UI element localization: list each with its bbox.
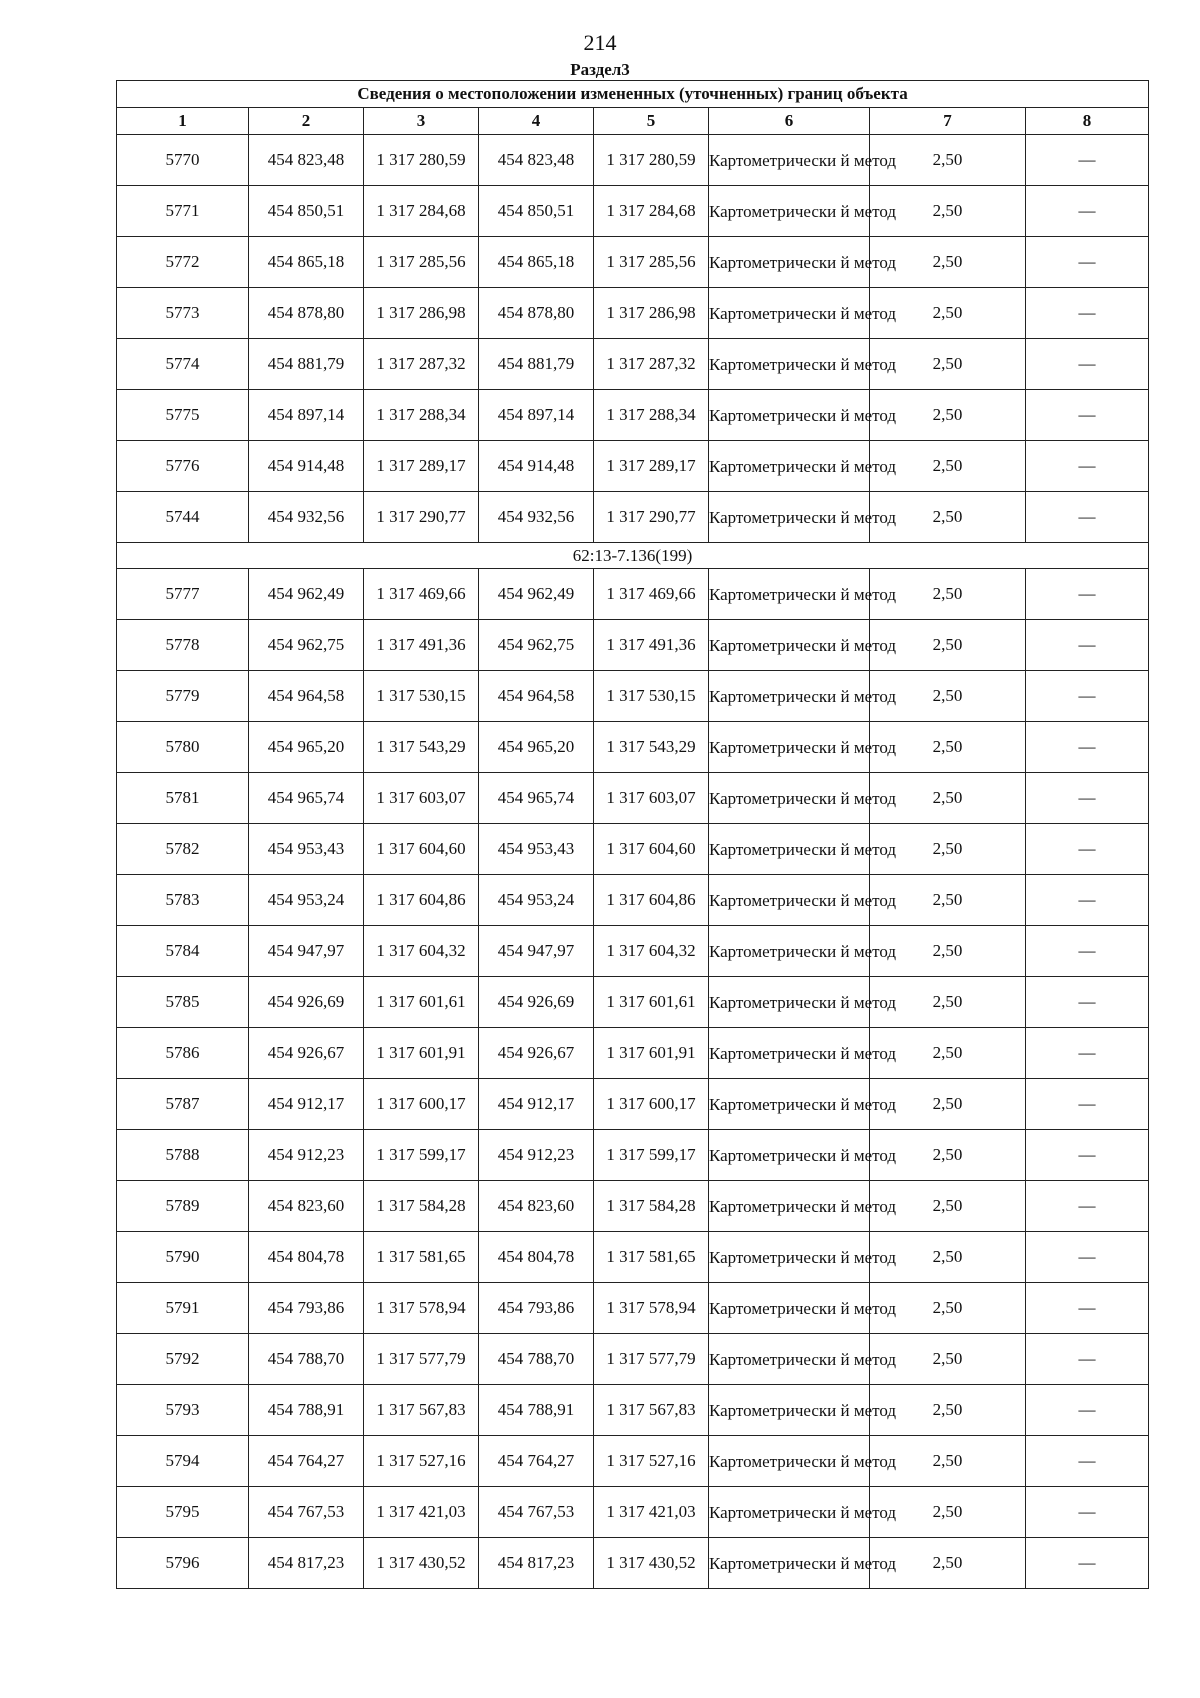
description-cell: — [1026, 237, 1149, 288]
table-caption: Сведения о местоположении измененных (уточненных) границ объекта [117, 81, 1149, 108]
accuracy-cell: 2,50 [870, 1487, 1026, 1538]
x-coordinate-new-cell: 454 850,51 [479, 186, 594, 237]
accuracy-cell: 2,50 [870, 1283, 1026, 1334]
y-coordinate-cell: 1 317 604,60 [364, 824, 479, 875]
x-coordinate-new-cell: 454 953,43 [479, 824, 594, 875]
description-cell: — [1026, 1283, 1149, 1334]
column-header: 4 [479, 108, 594, 135]
accuracy-cell: 2,50 [870, 620, 1026, 671]
y-coordinate-new-cell: 1 317 469,66 [594, 569, 709, 620]
accuracy-cell: 2,50 [870, 135, 1026, 186]
x-coordinate-new-cell: 454 965,74 [479, 773, 594, 824]
x-coordinate-cell: 454 912,23 [249, 1130, 364, 1181]
description-cell: — [1026, 1079, 1149, 1130]
point-number-cell: 5796 [117, 1538, 249, 1589]
y-coordinate-new-cell: 1 317 604,86 [594, 875, 709, 926]
y-coordinate-cell: 1 317 280,59 [364, 135, 479, 186]
x-coordinate-cell: 454 817,23 [249, 1538, 364, 1589]
accuracy-cell: 2,50 [870, 1028, 1026, 1079]
point-number-cell: 5781 [117, 773, 249, 824]
table-row [117, 1436, 1149, 1487]
point-number-cell: 5787 [117, 1079, 249, 1130]
x-coordinate-cell: 454 897,14 [249, 390, 364, 441]
description-cell: — [1026, 1436, 1149, 1487]
y-coordinate-new-cell: 1 317 599,17 [594, 1130, 709, 1181]
y-coordinate-cell: 1 317 604,86 [364, 875, 479, 926]
description-cell: — [1026, 492, 1149, 543]
x-coordinate-new-cell: 454 788,70 [479, 1334, 594, 1385]
determination-method-cell: Картометрически й метод [709, 1079, 870, 1130]
x-coordinate-cell: 454 953,24 [249, 875, 364, 926]
x-coordinate-new-cell: 454 817,23 [479, 1538, 594, 1589]
description-cell: — [1026, 569, 1149, 620]
y-coordinate-new-cell: 1 317 530,15 [594, 671, 709, 722]
x-coordinate-new-cell: 454 764,27 [479, 1436, 594, 1487]
description-cell: — [1026, 671, 1149, 722]
y-coordinate-cell: 1 317 284,68 [364, 186, 479, 237]
accuracy-cell: 2,50 [870, 339, 1026, 390]
accuracy-cell: 2,50 [870, 977, 1026, 1028]
x-coordinate-cell: 454 767,53 [249, 1487, 364, 1538]
table-row [117, 1232, 1149, 1283]
accuracy-cell: 2,50 [870, 1538, 1026, 1589]
x-coordinate-cell: 454 823,60 [249, 1181, 364, 1232]
determination-method-cell: Картометрически й метод [709, 390, 870, 441]
table-row [117, 1538, 1149, 1589]
x-coordinate-new-cell: 454 962,75 [479, 620, 594, 671]
determination-method-cell: Картометрически й метод [709, 492, 870, 543]
table-row [117, 620, 1149, 671]
x-coordinate-cell: 454 953,43 [249, 824, 364, 875]
description-cell: — [1026, 977, 1149, 1028]
point-number-cell: 5783 [117, 875, 249, 926]
point-number-cell: 5774 [117, 339, 249, 390]
table-row [117, 926, 1149, 977]
table-row [117, 1130, 1149, 1181]
point-number-cell: 5777 [117, 569, 249, 620]
x-coordinate-cell: 454 788,70 [249, 1334, 364, 1385]
y-coordinate-cell: 1 317 286,98 [364, 288, 479, 339]
description-cell: — [1026, 1232, 1149, 1283]
y-coordinate-new-cell: 1 317 603,07 [594, 773, 709, 824]
point-number-cell: 5776 [117, 441, 249, 492]
x-coordinate-new-cell: 454 953,24 [479, 875, 594, 926]
y-coordinate-cell: 1 317 600,17 [364, 1079, 479, 1130]
table-row [117, 237, 1149, 288]
section-title: Раздел3 [570, 60, 630, 79]
y-coordinate-cell: 1 317 290,77 [364, 492, 479, 543]
determination-method-cell: Картометрически й метод [709, 926, 870, 977]
determination-method-cell: Картометрически й метод [709, 186, 870, 237]
accuracy-cell: 2,50 [870, 1130, 1026, 1181]
description-cell: — [1026, 926, 1149, 977]
point-number-cell: 5795 [117, 1487, 249, 1538]
determination-method-cell: Картометрически й метод [709, 1130, 870, 1181]
y-coordinate-new-cell: 1 317 600,17 [594, 1079, 709, 1130]
accuracy-cell: 2,50 [870, 1232, 1026, 1283]
y-coordinate-new-cell: 1 317 284,68 [594, 186, 709, 237]
table-row [117, 441, 1149, 492]
table-row [117, 824, 1149, 875]
y-coordinate-new-cell: 1 317 543,29 [594, 722, 709, 773]
x-coordinate-cell: 454 962,49 [249, 569, 364, 620]
description-cell: — [1026, 620, 1149, 671]
x-coordinate-new-cell: 454 897,14 [479, 390, 594, 441]
point-number-cell: 5780 [117, 722, 249, 773]
x-coordinate-cell: 454 926,69 [249, 977, 364, 1028]
description-cell: — [1026, 288, 1149, 339]
column-header: 7 [870, 108, 1026, 135]
accuracy-cell: 2,50 [870, 1436, 1026, 1487]
determination-method-cell: Картометрически й метод [709, 237, 870, 288]
accuracy-cell: 2,50 [870, 237, 1026, 288]
y-coordinate-cell: 1 317 469,66 [364, 569, 479, 620]
table-row [117, 288, 1149, 339]
x-coordinate-new-cell: 454 767,53 [479, 1487, 594, 1538]
table-header-row [117, 108, 1149, 135]
x-coordinate-new-cell: 454 823,48 [479, 135, 594, 186]
description-cell: — [1026, 1130, 1149, 1181]
determination-method-cell: Картометрически й метод [709, 671, 870, 722]
y-coordinate-cell: 1 317 581,65 [364, 1232, 479, 1283]
y-coordinate-cell: 1 317 288,34 [364, 390, 479, 441]
point-number-cell: 5773 [117, 288, 249, 339]
y-coordinate-cell: 1 317 530,15 [364, 671, 479, 722]
determination-method-cell: Картометрически й метод [709, 620, 870, 671]
table-row [117, 1283, 1149, 1334]
determination-method-cell: Картометрически й метод [709, 1436, 870, 1487]
table-row [117, 1385, 1149, 1436]
description-cell: — [1026, 1385, 1149, 1436]
table-row [117, 1181, 1149, 1232]
description-cell: — [1026, 722, 1149, 773]
description-cell: — [1026, 1538, 1149, 1589]
determination-method-cell: Картометрически й метод [709, 441, 870, 492]
point-number-cell: 5771 [117, 186, 249, 237]
x-coordinate-cell: 454 850,51 [249, 186, 364, 237]
table-row [117, 339, 1149, 390]
point-number-cell: 5778 [117, 620, 249, 671]
column-header: 6 [709, 108, 870, 135]
description-cell: — [1026, 773, 1149, 824]
determination-method-cell: Картометрически й метод [709, 1028, 870, 1079]
determination-method-cell: Картометрически й метод [709, 1538, 870, 1589]
x-coordinate-new-cell: 454 788,91 [479, 1385, 594, 1436]
x-coordinate-cell: 454 914,48 [249, 441, 364, 492]
x-coordinate-new-cell: 454 926,67 [479, 1028, 594, 1079]
x-coordinate-new-cell: 454 926,69 [479, 977, 594, 1028]
point-number-cell: 5790 [117, 1232, 249, 1283]
determination-method-cell: Картометрически й метод [709, 722, 870, 773]
determination-method-cell: Картометрически й метод [709, 1334, 870, 1385]
x-coordinate-new-cell: 454 823,60 [479, 1181, 594, 1232]
description-cell: — [1026, 186, 1149, 237]
x-coordinate-new-cell: 454 962,49 [479, 569, 594, 620]
coordinates-table [116, 80, 1149, 1589]
point-number-cell: 5770 [117, 135, 249, 186]
y-coordinate-new-cell: 1 317 601,91 [594, 1028, 709, 1079]
determination-method-cell: Картометрически й метод [709, 1181, 870, 1232]
point-number-cell: 5791 [117, 1283, 249, 1334]
page-number: 214 [583, 30, 617, 55]
accuracy-cell: 2,50 [870, 492, 1026, 543]
description-cell: — [1026, 441, 1149, 492]
x-coordinate-new-cell: 454 965,20 [479, 722, 594, 773]
x-coordinate-new-cell: 454 912,23 [479, 1130, 594, 1181]
table-row [117, 671, 1149, 722]
point-number-cell: 5786 [117, 1028, 249, 1079]
x-coordinate-new-cell: 454 912,17 [479, 1079, 594, 1130]
description-cell: — [1026, 1487, 1149, 1538]
y-coordinate-cell: 1 317 567,83 [364, 1385, 479, 1436]
description-cell: — [1026, 875, 1149, 926]
column-header: 1 [117, 108, 249, 135]
x-coordinate-new-cell: 454 947,97 [479, 926, 594, 977]
x-coordinate-new-cell: 454 878,80 [479, 288, 594, 339]
point-number-cell: 5784 [117, 926, 249, 977]
y-coordinate-new-cell: 1 317 604,60 [594, 824, 709, 875]
y-coordinate-new-cell: 1 317 287,32 [594, 339, 709, 390]
x-coordinate-cell: 454 804,78 [249, 1232, 364, 1283]
determination-method-cell: Картометрически й метод [709, 1232, 870, 1283]
point-number-cell: 5785 [117, 977, 249, 1028]
determination-method-cell: Картометрически й метод [709, 1385, 870, 1436]
accuracy-cell: 2,50 [870, 875, 1026, 926]
determination-method-cell: Картометрически й метод [709, 773, 870, 824]
y-coordinate-new-cell: 1 317 567,83 [594, 1385, 709, 1436]
y-coordinate-new-cell: 1 317 288,34 [594, 390, 709, 441]
description-cell: — [1026, 339, 1149, 390]
determination-method-cell: Картометрически й метод [709, 569, 870, 620]
table-row [117, 569, 1149, 620]
column-header: 3 [364, 108, 479, 135]
description-cell: — [1026, 135, 1149, 186]
x-coordinate-cell: 454 788,91 [249, 1385, 364, 1436]
y-coordinate-new-cell: 1 317 285,56 [594, 237, 709, 288]
column-header: 2 [249, 108, 364, 135]
accuracy-cell: 2,50 [870, 186, 1026, 237]
accuracy-cell: 2,50 [870, 722, 1026, 773]
y-coordinate-new-cell: 1 317 578,94 [594, 1283, 709, 1334]
determination-method-cell: Картометрически й метод [709, 288, 870, 339]
accuracy-cell: 2,50 [870, 288, 1026, 339]
determination-method-cell: Картометрически й метод [709, 875, 870, 926]
point-number-cell: 5775 [117, 390, 249, 441]
description-cell: — [1026, 390, 1149, 441]
y-coordinate-new-cell: 1 317 581,65 [594, 1232, 709, 1283]
y-coordinate-new-cell: 1 317 577,79 [594, 1334, 709, 1385]
table-row [117, 390, 1149, 441]
accuracy-cell: 2,50 [870, 1385, 1026, 1436]
accuracy-cell: 2,50 [870, 671, 1026, 722]
determination-method-cell: Картометрически й метод [709, 1283, 870, 1334]
table-row [117, 1079, 1149, 1130]
accuracy-cell: 2,50 [870, 390, 1026, 441]
x-coordinate-new-cell: 454 865,18 [479, 237, 594, 288]
accuracy-cell: 2,50 [870, 926, 1026, 977]
y-coordinate-cell: 1 317 578,94 [364, 1283, 479, 1334]
x-coordinate-new-cell: 454 964,58 [479, 671, 594, 722]
y-coordinate-cell: 1 317 543,29 [364, 722, 479, 773]
x-coordinate-cell: 454 912,17 [249, 1079, 364, 1130]
x-coordinate-new-cell: 454 881,79 [479, 339, 594, 390]
x-coordinate-cell: 454 793,86 [249, 1283, 364, 1334]
x-coordinate-cell: 454 878,80 [249, 288, 364, 339]
y-coordinate-cell: 1 317 601,61 [364, 977, 479, 1028]
y-coordinate-cell: 1 317 287,32 [364, 339, 479, 390]
table-row [117, 492, 1149, 543]
accuracy-cell: 2,50 [870, 1079, 1026, 1130]
point-number-cell: 5788 [117, 1130, 249, 1181]
x-coordinate-cell: 454 965,20 [249, 722, 364, 773]
point-number-cell: 5744 [117, 492, 249, 543]
accuracy-cell: 2,50 [870, 824, 1026, 875]
point-number-cell: 5792 [117, 1334, 249, 1385]
accuracy-cell: 2,50 [870, 1181, 1026, 1232]
parcel-group-label: 62:13-7.136(199) [117, 543, 1149, 569]
accuracy-cell: 2,50 [870, 773, 1026, 824]
y-coordinate-cell: 1 317 603,07 [364, 773, 479, 824]
table-body [117, 135, 1149, 1589]
y-coordinate-cell: 1 317 527,16 [364, 1436, 479, 1487]
determination-method-cell: Картометрически й метод [709, 824, 870, 875]
determination-method-cell: Картометрически й метод [709, 339, 870, 390]
x-coordinate-new-cell: 454 932,56 [479, 492, 594, 543]
y-coordinate-cell: 1 317 577,79 [364, 1334, 479, 1385]
y-coordinate-new-cell: 1 317 289,17 [594, 441, 709, 492]
y-coordinate-new-cell: 1 317 584,28 [594, 1181, 709, 1232]
y-coordinate-new-cell: 1 317 601,61 [594, 977, 709, 1028]
y-coordinate-new-cell: 1 317 290,77 [594, 492, 709, 543]
determination-method-cell: Картометрически й метод [709, 1487, 870, 1538]
y-coordinate-cell: 1 317 421,03 [364, 1487, 479, 1538]
y-coordinate-new-cell: 1 317 280,59 [594, 135, 709, 186]
accuracy-cell: 2,50 [870, 441, 1026, 492]
y-coordinate-cell: 1 317 601,91 [364, 1028, 479, 1079]
x-coordinate-cell: 454 764,27 [249, 1436, 364, 1487]
y-coordinate-cell: 1 317 604,32 [364, 926, 479, 977]
y-coordinate-new-cell: 1 317 491,36 [594, 620, 709, 671]
x-coordinate-cell: 454 947,97 [249, 926, 364, 977]
y-coordinate-cell: 1 317 285,56 [364, 237, 479, 288]
point-number-cell: 5779 [117, 671, 249, 722]
y-coordinate-cell: 1 317 584,28 [364, 1181, 479, 1232]
table-row [117, 1487, 1149, 1538]
x-coordinate-cell: 454 962,75 [249, 620, 364, 671]
x-coordinate-new-cell: 454 793,86 [479, 1283, 594, 1334]
table-row [117, 186, 1149, 237]
y-coordinate-cell: 1 317 599,17 [364, 1130, 479, 1181]
x-coordinate-cell: 454 881,79 [249, 339, 364, 390]
description-cell: — [1026, 1334, 1149, 1385]
column-header: 5 [594, 108, 709, 135]
x-coordinate-new-cell: 454 804,78 [479, 1232, 594, 1283]
determination-method-cell: Картометрически й метод [709, 977, 870, 1028]
y-coordinate-cell: 1 317 430,52 [364, 1538, 479, 1589]
y-coordinate-new-cell: 1 317 527,16 [594, 1436, 709, 1487]
table-row [117, 1334, 1149, 1385]
y-coordinate-cell: 1 317 491,36 [364, 620, 479, 671]
table-row [117, 1028, 1149, 1079]
x-coordinate-cell: 454 865,18 [249, 237, 364, 288]
description-cell: — [1026, 1181, 1149, 1232]
accuracy-cell: 2,50 [870, 1334, 1026, 1385]
point-number-cell: 5782 [117, 824, 249, 875]
table-row [117, 773, 1149, 824]
x-coordinate-new-cell: 454 914,48 [479, 441, 594, 492]
x-coordinate-cell: 454 932,56 [249, 492, 364, 543]
table-row [117, 875, 1149, 926]
group-row [117, 543, 1149, 569]
point-number-cell: 5793 [117, 1385, 249, 1436]
point-number-cell: 5772 [117, 237, 249, 288]
y-coordinate-new-cell: 1 317 604,32 [594, 926, 709, 977]
determination-method-cell: Картометрически й метод [709, 135, 870, 186]
x-coordinate-cell: 454 964,58 [249, 671, 364, 722]
accuracy-cell: 2,50 [870, 569, 1026, 620]
table-row [117, 722, 1149, 773]
description-cell: — [1026, 1028, 1149, 1079]
y-coordinate-cell: 1 317 289,17 [364, 441, 479, 492]
table-row [117, 977, 1149, 1028]
point-number-cell: 5789 [117, 1181, 249, 1232]
y-coordinate-new-cell: 1 317 286,98 [594, 288, 709, 339]
x-coordinate-cell: 454 823,48 [249, 135, 364, 186]
x-coordinate-cell: 454 926,67 [249, 1028, 364, 1079]
description-cell: — [1026, 824, 1149, 875]
column-header: 8 [1026, 108, 1149, 135]
y-coordinate-new-cell: 1 317 421,03 [594, 1487, 709, 1538]
point-number-cell: 5794 [117, 1436, 249, 1487]
x-coordinate-cell: 454 965,74 [249, 773, 364, 824]
y-coordinate-new-cell: 1 317 430,52 [594, 1538, 709, 1589]
table-row [117, 135, 1149, 186]
